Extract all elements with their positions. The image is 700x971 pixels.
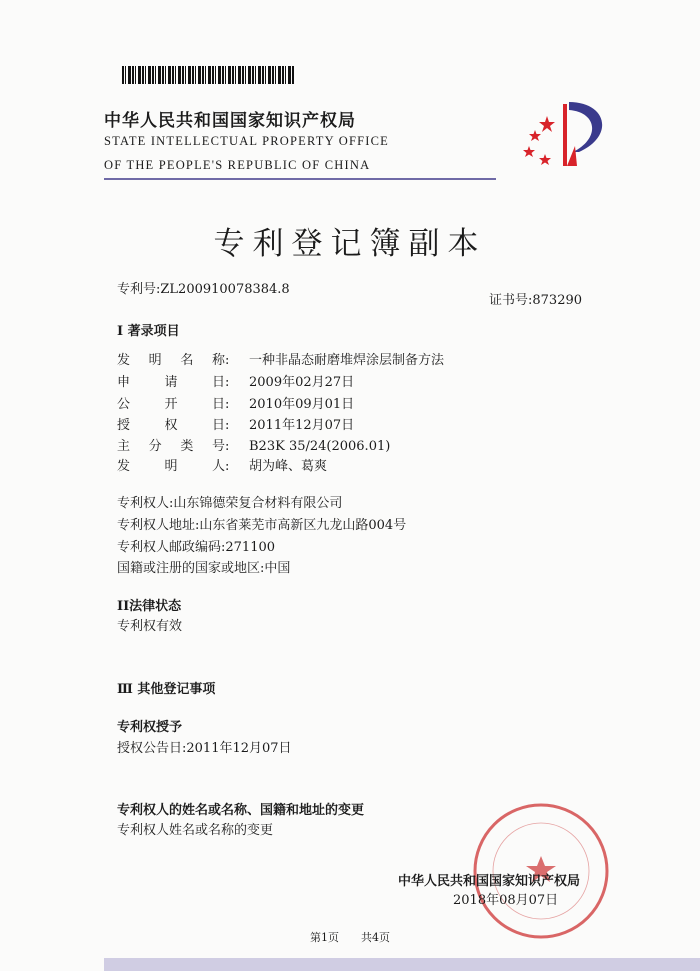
grant-publication-date: 授权公告日:2011年12月07日: [117, 741, 292, 756]
patentee-country: 国籍或注册的国家或地区:中国: [117, 561, 291, 576]
field-colon: :: [225, 418, 230, 433]
field-label: 申请日: [117, 375, 225, 390]
field-value: 2011年12月07日: [249, 418, 355, 433]
legal-status: 专利权有效: [117, 619, 183, 634]
issue-date: 2018年08月07日: [453, 893, 559, 908]
field-label: 主分类号: [117, 439, 225, 454]
cnipa-logo-icon: [515, 96, 619, 178]
field-row: [117, 393, 354, 413]
page-number: 第1页 共4页: [310, 931, 390, 944]
patentee-postcode: 专利权人邮政编码:271100: [117, 540, 276, 555]
field-colon: :: [225, 459, 230, 474]
office-name-cn: 中华人民共和国国家知识产权局: [104, 111, 356, 131]
office-name-en-line1: STATE INTELLECTUAL PROPERTY OFFICE: [104, 134, 389, 148]
section-heading-other-records: Ⅲ 其他登记事项: [117, 682, 216, 697]
field-row: [117, 435, 390, 455]
barcode: [122, 66, 294, 84]
certificate-number: 证书号:873290: [489, 293, 583, 308]
field-row: [117, 455, 327, 475]
change-heading: 专利权人的姓名或名称、国籍和地址的变更: [117, 803, 365, 818]
field-value: 2010年09月01日: [249, 397, 355, 412]
grant-heading: 专利权授予: [117, 720, 183, 735]
field-label: 授权日: [117, 418, 225, 433]
field-row: [117, 414, 354, 434]
field-value: B23K 35/24(2006.01): [249, 439, 391, 454]
field-label: 发明名称: [117, 353, 225, 368]
patentee: 专利权人:山东锦德荣复合材料有限公司: [117, 496, 343, 511]
field-value: 一种非晶态耐磨堆焊涂层制备方法: [249, 353, 445, 368]
change-item: 专利权人姓名或名称的变更: [117, 823, 274, 838]
field-value: 胡为峰、葛爽: [249, 459, 328, 474]
field-colon: :: [225, 397, 230, 412]
field-value: 2009年02月27日: [249, 375, 355, 390]
field-colon: :: [225, 439, 230, 454]
header-divider: [104, 178, 496, 180]
field-colon: :: [225, 353, 230, 368]
field-colon: :: [225, 375, 230, 390]
section-heading-bibliographic: I 著录项目: [117, 324, 180, 339]
section-heading-legal-status: II法律状态: [117, 599, 182, 614]
issuing-authority: 中华人民共和国国家知识产权局: [398, 874, 581, 889]
field-row: [117, 349, 444, 369]
office-name-en-line2: OF THE PEOPLE'S REPUBLIC OF CHINA: [104, 158, 371, 172]
document-title: 专利登记簿副本: [213, 226, 487, 262]
patent-number: 专利号:ZL200910078384.8: [117, 282, 290, 297]
footer-band: [104, 958, 700, 971]
field-label: 公开日: [117, 397, 225, 412]
patentee-address: 专利权人地址:山东省莱芜市高新区九龙山路004号: [117, 518, 407, 533]
field-row: [117, 371, 354, 391]
field-label: 发明人: [117, 459, 225, 474]
